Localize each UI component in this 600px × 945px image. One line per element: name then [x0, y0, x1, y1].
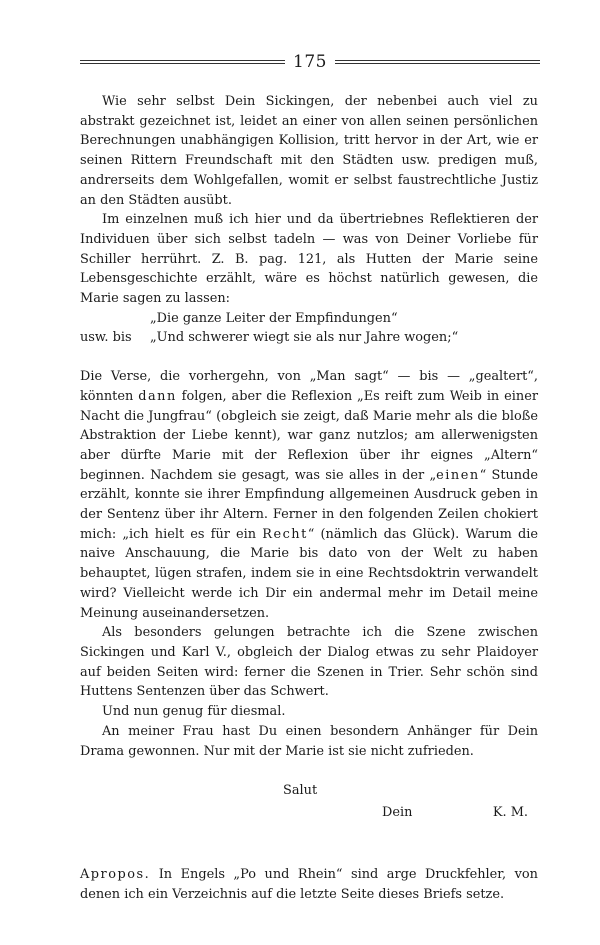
signature-initials: K. M.: [492, 805, 528, 821]
closing-dein: Dein: [382, 805, 413, 821]
p3-emphasis-dann: dann: [138, 388, 177, 404]
postscript: [80, 865, 538, 904]
p3-emphasis-einen: einen: [436, 467, 480, 483]
p3-segment-a: Die Verse, die vorhergehn, von „Man sagt“ — bis — „gealtert“, könnten: [80, 369, 538, 404]
header-rule-right: [335, 60, 540, 64]
paragraph-2: Im einzelnen muß ich hier und da übertriebnes Reflektieren der Individuen über sich selbst tadeln — was von Deiner Vorliebe für Schiller herrührt. Z. B. pag. 121, als Hutten der Marie seine Lebensgeschichte erzählt, wäre es höchst natürlich gewesen, die Marie sagen zu lassen:: [80, 212, 538, 307]
paragraph-5: Und nun genug für diesmal.: [102, 704, 286, 720]
p3-segment-e: “ Stunde erzählt, konnte sie ihrer Empfindung allgemeinen Ausdruck geben in der Sentenz über ihr Altern. Ferner in den folgenden Zeilen chokiert mich: „ich hielt es für ein: [80, 467, 538, 542]
verse-quotation: [80, 309, 538, 348]
letter-closing: [80, 781, 538, 827]
closing-salut: Salut: [283, 783, 318, 799]
p3-emphasis-recht: Recht: [262, 526, 308, 542]
paragraph-6: An meiner Frau hast Du einen besondern Anhänger für Dein Drama gewonnen. Nur mit der Marie ist sie nicht zufrieden.: [80, 723, 538, 759]
verse-line-2: „Und schwerer wiegt sie als nur Jahre wogen;“: [150, 330, 459, 346]
p3-segment-g: “ (nämlich das Glück). Warum die naive Anschauung, die Marie bis dato von der Welt zu haben behauptet, lügen strafen, indem sie in eine Rechtsdoktrin verwandelt wird? Vielleicht werde ich Dir ein andermal mehr im Detail meine Meinung auseinandersetzen.: [80, 526, 538, 621]
verse-line-1: „Die ganze Leiter der Empfindungen“: [150, 310, 398, 326]
paragraph-1: Wie sehr selbst Dein Sickingen, der nebenbei auch viel zu abstrakt gezeichnet ist, leidet an einer von allen seinen persönlichen Berechnungen unabhängigen Kollision, tritt hervor in der Art, wie er seinen Rittern Freundschaft mit den Städten usw. predigen muß, andrerseits dem Wohlgefallen, womit er selbst faustrechtliche Justiz an den Städten ausübt.: [80, 94, 538, 208]
page-number: 175: [293, 52, 327, 72]
letter-body: [80, 92, 538, 905]
p3-segment-c: folgen, aber die Reflexion „Es reift zum Weib in einer Nacht die Jungfrau“ (obgleich sie zeigt, daß Marie mehr als die bloße Abstraktion der Liebe kennt), war ganz nutzlos; am allerwenigsten aber dürfte Marie mit der Reflexion über ihr eignes „Altern“ beginnen. Nachdem sie gesagt, was sie alles in der „: [80, 388, 539, 483]
paragraph-4: Als besonders gelungen betrachte ich die Szene zwischen Sickingen und Karl V., obgleich der Dialog etwas zu sehr Plaidoyer auf beiden Seiten wird: ferner die Szenen in Trier. Sehr schön sind Huttens Sentenzen über das Schwert.: [80, 625, 538, 700]
verse-lead-text: usw. bis: [80, 330, 132, 346]
verse-spacer: [80, 348, 538, 367]
page-header: [80, 52, 540, 72]
verse-line-2-row: [80, 328, 538, 348]
postscript-lead: Apropos.: [80, 867, 151, 883]
paragraph-3: [80, 367, 538, 623]
postscript-text: In Engels „Po und Rhein“ sind arge Druckfehler, von denen ich ein Verzeichnis auf die letzte Seite dieses Briefs setze.: [80, 867, 538, 902]
header-rule-left: [80, 60, 285, 64]
